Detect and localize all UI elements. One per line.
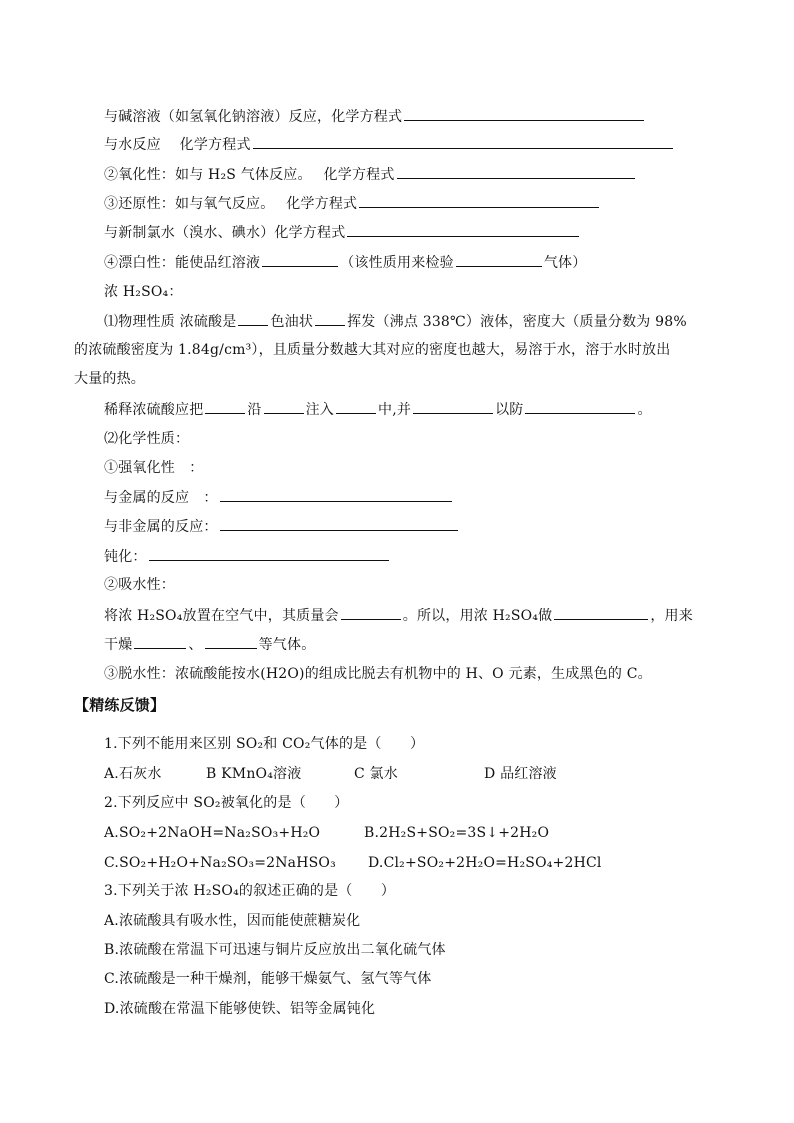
- question-2-option-c[interactable]: C.SO₂+H₂O+Na₂SO₃=2NaHSO₃: [104, 855, 336, 871]
- question-3: 3.下列关于浓 H₂SO₄的叙述正确的是（ ）: [104, 883, 396, 899]
- heading-strong-oxidizing: ①强氧化性 ：: [104, 460, 204, 476]
- line-nonmetal-reaction: 与非金属的反应：: [104, 516, 460, 537]
- question-3-option-d[interactable]: D.浓硫酸在常温下能够使铁、铝等金属钝化: [104, 1001, 376, 1017]
- question-2-option-b[interactable]: B.2H₂S+SO₂=3S↓+2H₂O: [364, 825, 550, 841]
- question-3-option-c[interactable]: C.浓硫酸是一种干燥剂，能够干燥氨气、氢气等气体: [104, 971, 432, 987]
- blank[interactable]: [336, 399, 376, 414]
- blank-equation[interactable]: [347, 222, 579, 237]
- line-chlorine-water: 与新制氯水（溴水、碘水）化学方程式: [104, 222, 581, 243]
- line-density: 的浓硫酸密度为 1.84g/cm³），且质量分数越大其对应的密度也越大，易溶于水，溶于水时放出: [74, 342, 671, 358]
- blank[interactable]: [262, 252, 338, 267]
- blank[interactable]: [264, 399, 304, 414]
- blank[interactable]: [525, 399, 635, 414]
- blank[interactable]: [205, 399, 245, 414]
- question-3-option-b[interactable]: B.浓硫酸在常温下可迅速与铜片反应放出二氧化硫气体: [104, 942, 446, 958]
- question-2: 2.下列反应中 SO₂被氧化的是（ ）: [104, 795, 349, 811]
- line-dilution: 稀释浓硫酸应把 沿 注入 中,并 以防 。: [104, 399, 652, 420]
- blank-equation[interactable]: [253, 134, 673, 149]
- blank[interactable]: [456, 252, 542, 267]
- section-title: 【精练反馈】: [74, 696, 166, 714]
- line-passivation: 钝化：: [104, 546, 391, 567]
- question-1-option-a[interactable]: A.石灰水: [104, 766, 162, 782]
- line-oxidizing: ②氧化性：如与 H₂S 气体反应。 化学方程式: [104, 164, 637, 185]
- blank[interactable]: [315, 311, 345, 326]
- question-1: 1.下列不能用来区别 SO₂和 CO₂气体的是（ ）: [104, 736, 425, 752]
- line-bleaching: ④漂白性：能使品红溶液 （该性质用来检验 气体）: [104, 252, 586, 273]
- blank[interactable]: [238, 311, 268, 326]
- line-dry-gases: 干燥 、 等气体。: [104, 634, 315, 655]
- line-reducing: ③还原性：如与氧气反应。 化学方程式: [104, 193, 601, 214]
- blank-equation[interactable]: [220, 516, 458, 531]
- heading-water-absorbing: ②吸水性：: [104, 577, 175, 593]
- line-alkali-reaction: 与碱溶液（如氢氧化钠溶液）反应，化学方程式: [104, 106, 646, 127]
- blank[interactable]: [554, 605, 648, 620]
- question-1-option-d[interactable]: D 品红溶液: [484, 766, 557, 782]
- line-absorb-air: 将浓 H₂SO₄放置在空气中，其质量会 。所以，用浓 H₂SO₄做 ，用来: [104, 605, 693, 626]
- blank-equation[interactable]: [149, 546, 389, 561]
- blank-equation[interactable]: [397, 164, 635, 179]
- blank[interactable]: [205, 634, 257, 649]
- question-2-option-a[interactable]: A.SO₂+2NaOH=Na₂SO₃+H₂O: [104, 825, 321, 841]
- heading-h2so4: 浓 H₂SO₄：: [104, 284, 183, 300]
- line-physical-props: ⑴物理性质 浓硫酸是 色油状 挥发（沸点 338℃）液体，密度大（质量分数为 98%: [104, 311, 687, 332]
- blank-equation[interactable]: [220, 487, 452, 502]
- blank-equation[interactable]: [359, 193, 599, 208]
- blank-equation[interactable]: [404, 106, 644, 121]
- question-3-option-a[interactable]: A.浓硫酸具有吸水性，因而能使蔗糖炭化: [104, 913, 361, 929]
- line-dehydrating: ③脱水性：浓硫酸能按水(H2O)的组成比脱去有机物中的 H、O 元素，生成黑色的 C。: [104, 666, 652, 682]
- question-1-option-c[interactable]: C 氯水: [354, 766, 398, 782]
- blank[interactable]: [413, 399, 493, 414]
- question-2-option-d[interactable]: D.Cl₂+SO₂+2H₂O=H₂SO₄+2HCl: [368, 855, 602, 871]
- line-metal-reaction: 与金属的反应 ：: [104, 487, 454, 508]
- heading-chemical-props: ⑵化学性质：: [104, 431, 190, 447]
- blank[interactable]: [134, 634, 186, 649]
- line-water-reaction: 与水反应 化学方程式: [104, 134, 675, 155]
- line-heat: 大量的热。: [74, 371, 145, 387]
- blank[interactable]: [341, 605, 401, 620]
- question-1-option-b[interactable]: B KMnO₄溶液: [206, 766, 302, 782]
